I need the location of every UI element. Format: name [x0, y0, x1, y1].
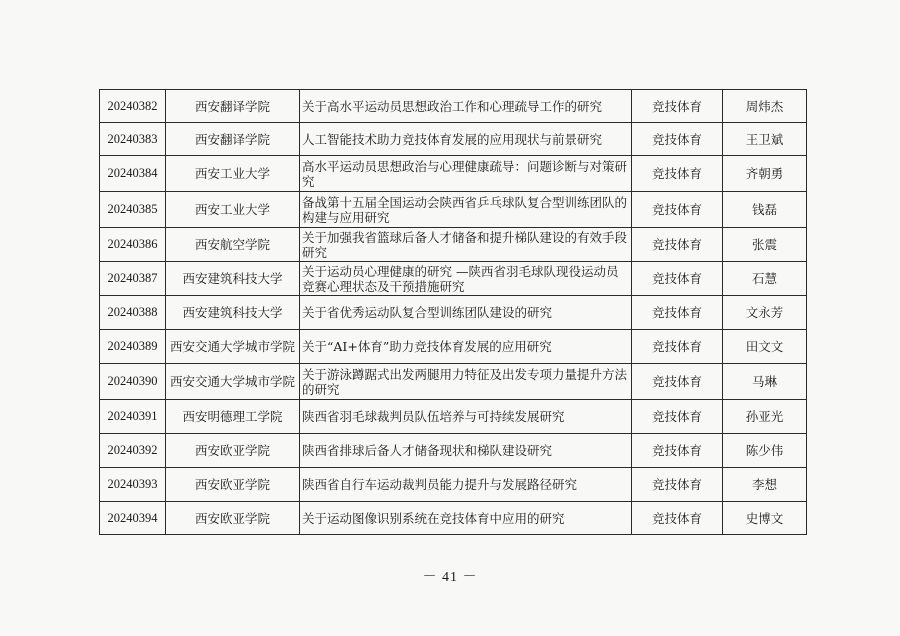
category-cell: 竞技体育 [632, 434, 723, 468]
project-title-cell: 陕西省排球后备人才储备现状和梯队建设研究 [300, 434, 632, 468]
project-title-cell: 关于加强我省篮球后备人才储备和提升梯队建设的有效手段研究 [300, 228, 632, 262]
project-title-cell: 高水平运动员思想政治与心理健康疏导：问题诊断与对策研究 [300, 156, 632, 192]
project-title-cell: 关于“AI+体育”助力竞技体育发展的应用研究 [300, 330, 632, 364]
project-id-cell: 20240392 [100, 434, 166, 468]
person-name-cell: 马琳 [723, 364, 807, 400]
school-cell: 西安交通大学城市学院 [166, 364, 300, 400]
school-cell: 西安交通大学城市学院 [166, 330, 300, 364]
table-row [100, 262, 807, 296]
project-title-cell: 陕西省自行车运动裁判员能力提升与发展路径研究 [300, 468, 632, 502]
page-number: － 41 － [422, 570, 478, 585]
category-cell: 竞技体育 [632, 296, 723, 330]
person-name-cell: 王卫斌 [723, 123, 807, 156]
table-row [100, 330, 807, 364]
category-cell: 竞技体育 [632, 468, 723, 502]
school-cell: 西安建筑科技大学 [166, 296, 300, 330]
table-row [100, 192, 807, 228]
table-row [100, 434, 807, 468]
person-name-cell: 钱磊 [723, 192, 807, 228]
category-cell: 竞技体育 [632, 90, 723, 123]
person-name-cell: 石慧 [723, 262, 807, 296]
project-title-cell: 关于游泳蹲踞式出发两腿用力特征及出发专项力量提升方法的研究 [300, 364, 632, 400]
person-name-cell: 文永芳 [723, 296, 807, 330]
person-name-cell: 齐朝勇 [723, 156, 807, 192]
project-id-cell: 20240382 [100, 90, 166, 123]
school-cell: 西安明德理工学院 [166, 400, 300, 434]
school-cell: 西安欧亚学院 [166, 502, 300, 535]
person-name-cell: 孙亚光 [723, 400, 807, 434]
table-row [100, 123, 807, 156]
table-row [100, 468, 807, 502]
person-name-cell: 张震 [723, 228, 807, 262]
school-cell: 西安翻译学院 [166, 90, 300, 123]
person-name-cell: 史博文 [723, 502, 807, 535]
category-cell: 竞技体育 [632, 502, 723, 535]
project-title-cell: 关于省优秀运动队复合型训练团队建设的研究 [300, 296, 632, 330]
person-name-cell: 周炜杰 [723, 90, 807, 123]
project-title-cell: 关于运动图像识别系统在竞技体育中应用的研究 [300, 502, 632, 535]
project-title-cell: 陕西省羽毛球裁判员队伍培养与可持续发展研究 [300, 400, 632, 434]
project-id-cell: 20240394 [100, 502, 166, 535]
table-row [100, 228, 807, 262]
project-table [99, 89, 807, 535]
project-id-cell: 20240393 [100, 468, 166, 502]
project-id-cell: 20240384 [100, 156, 166, 192]
category-cell: 竞技体育 [632, 156, 723, 192]
table-row [100, 502, 807, 535]
project-id-cell: 20240391 [100, 400, 166, 434]
project-id-cell: 20240387 [100, 262, 166, 296]
project-table-body [100, 90, 807, 535]
category-cell: 竞技体育 [632, 192, 723, 228]
project-id-cell: 20240386 [100, 228, 166, 262]
project-title-cell: 关于高水平运动员思想政治工作和心理疏导工作的研究 [300, 90, 632, 123]
project-title-cell: 关于运动员心理健康的研究 —陕西省羽毛球队现役运动员竞赛心理状态及干预措施研究 [300, 262, 632, 296]
table-row [100, 156, 807, 192]
person-name-cell: 陈少伟 [723, 434, 807, 468]
school-cell: 西安工业大学 [166, 156, 300, 192]
table-row [100, 364, 807, 400]
school-cell: 西安航空学院 [166, 228, 300, 262]
category-cell: 竞技体育 [632, 123, 723, 156]
person-name-cell: 田文文 [723, 330, 807, 364]
table-row [100, 296, 807, 330]
project-title-cell: 人工智能技术助力竞技体育发展的应用现状与前景研究 [300, 123, 632, 156]
school-cell: 西安欧亚学院 [166, 468, 300, 502]
table-row [100, 400, 807, 434]
school-cell: 西安欧亚学院 [166, 434, 300, 468]
school-cell: 西安工业大学 [166, 192, 300, 228]
school-cell: 西安翻译学院 [166, 123, 300, 156]
project-id-cell: 20240390 [100, 364, 166, 400]
project-title-cell: 备战第十五届全国运动会陕西省乒乓球队复合型训练团队的构建与应用研究 [300, 192, 632, 228]
category-cell: 竞技体育 [632, 330, 723, 364]
table-row [100, 90, 807, 123]
project-id-cell: 20240388 [100, 296, 166, 330]
project-id-cell: 20240385 [100, 192, 166, 228]
school-cell: 西安建筑科技大学 [166, 262, 300, 296]
category-cell: 竞技体育 [632, 262, 723, 296]
person-name-cell: 李想 [723, 468, 807, 502]
category-cell: 竞技体育 [632, 400, 723, 434]
category-cell: 竞技体育 [632, 228, 723, 262]
project-id-cell: 20240383 [100, 123, 166, 156]
category-cell: 竞技体育 [632, 364, 723, 400]
project-id-cell: 20240389 [100, 330, 166, 364]
